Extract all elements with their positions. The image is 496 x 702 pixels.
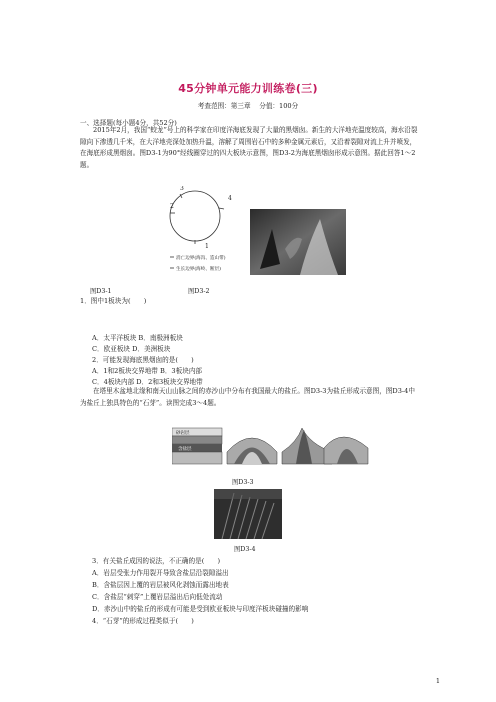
caption-d3-2: 图D3-2 [188,288,210,295]
figure-d3-3 [172,426,372,466]
question-1-option-cd: C．欧亚板块 D．美洲板块 [92,345,171,353]
label-sandstone: 砂岩层 [176,431,190,436]
page-number: 1 [435,677,440,685]
caption-d3-1: 图D3-1 [90,288,112,295]
plate-label-3: 3 [180,186,184,192]
exam-scope: 考查范围：第三章 分值：100分 [197,102,299,110]
question-2-option-ab: A．1和2板块交界地带 B．3板块内部 [92,367,203,375]
question-3-option-b: B．含盐层因上覆的岩层被风化剥蚀而露出地表 [92,581,229,589]
passage-1: 2015年2月，我国“蛟龙”号上的科学家在印度洋海底发现了大量的黑烟囱。新生的大洋地壳温度较高，海水沿裂隙向下渗透几千米，在大洋地壳深处加热升温，溶解了周围岩石中的多种金属元素后，又沿着裂隙对流上升并喷发，在海底形成黑烟囱。图D3-1为90°经线圈穿过的四大板块示意图，图D3-2为海底黑烟囱形成示意图。据此回答1～2题。 [80,126,418,169]
caption-d3-4: 图D3-4 [234,546,256,553]
legend-diverge: 生长边界(海岭、断层) [176,267,221,272]
question-3-option-a: A．岩层受张力作用裂开导致含盐层沿裂隙溢出 [92,569,229,577]
legend-converge: 消亡边界(海沟、造山带) [176,256,226,261]
figure-d3-2 [250,209,346,275]
plate-circle [170,191,220,241]
question-3-option-d: D．赤沙山中的盐丘的形成有可能是受到欧亚板块与印度洋板块碰撞的影响 [92,605,309,613]
question-1-stem: 1．图中1板块为( ) [80,297,147,305]
caption-d3-3: 图D3-3 [232,479,254,486]
question-4-stem: 4．“石芽”的形成过程类似于( ) [92,617,194,625]
figure-d3-4 [214,489,282,539]
question-2-stem: 2．可能发现海底黑烟囱的是( ) [92,356,194,364]
question-3-option-c: C．含盐层“刺穿”上覆岩层溢出后向低处流动 [92,593,223,601]
figure-d3-1 [160,186,248,278]
question-2-option-cd: C．4板块内部 D．2和3板块交界地带 [92,378,203,386]
plate-label-4: 4 [228,195,232,202]
passage-2: 在塔里木盆地北缘和南天山山脉之间的赤沙山中分布有我国最大的盐丘。图D3-3为盐丘形成示意图，图D3-4中为盐丘上独具特色的“石芽”。读图完成3～4题。 [80,387,415,407]
question-3-stem: 3．有关盐丘成因的说法，不正确的是( ) [92,557,221,565]
plate-label-2: 2 [170,203,174,210]
plate-label-1: 1 [205,243,209,250]
question-1-option-ab: A．太平洋板块 B．南极洲板块 [92,334,183,342]
section-heading: 一、选择题(每小题4分，共52分) [80,119,177,127]
label-salt-layer: 含盐层 [178,447,192,452]
page-title: 45分钟单元能力训练卷(三) [178,82,318,95]
